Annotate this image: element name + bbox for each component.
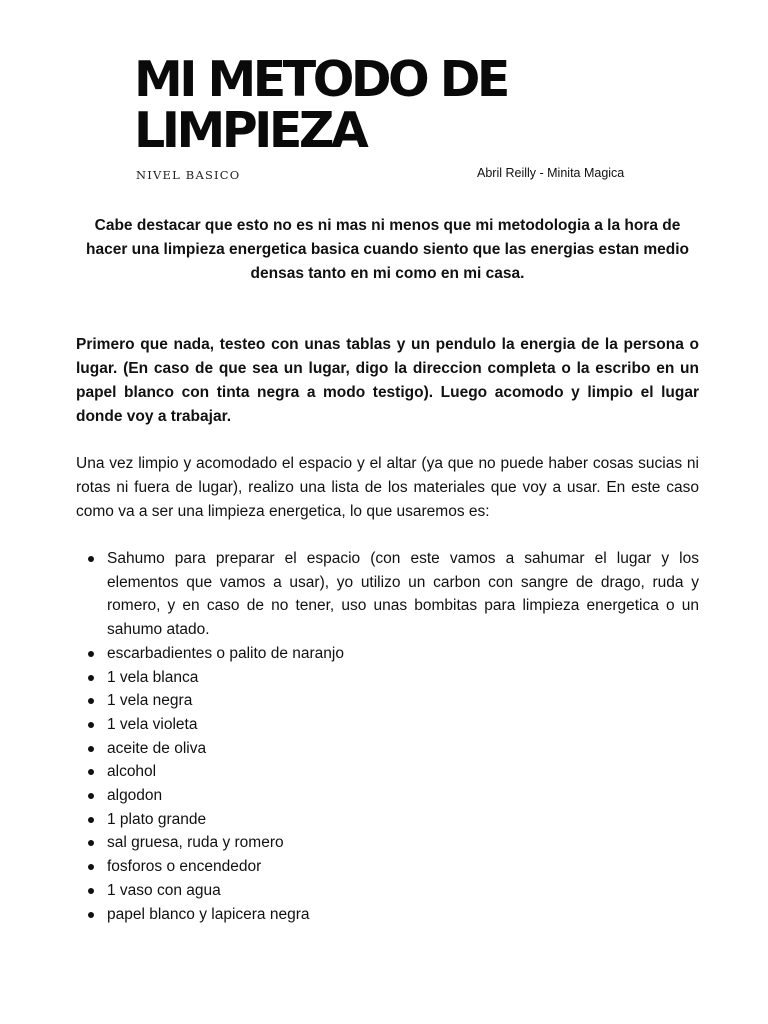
list-item [76,547,699,642]
bullet-icon [88,698,94,704]
list-item-text: aceite de oliva [107,739,207,757]
bullet-icon [88,722,94,728]
list-item [76,642,699,666]
page-title [134,51,654,159]
list-item [76,903,699,927]
title-line-1: MI METODO DE [134,51,507,108]
bold-paragraph: Primero que nada, testeo con unas tablas y un pendulo la energia de la persona o lugar. (En caso de que sea un lugar, digo la direccion completa o la escribo en un papel blanco con tinta negra a modo testigo). Luego acomodo y limpio el lugar donde voy a trabajar. [76,336,699,425]
list-item-text: 1 vela blanca [107,668,199,686]
bullet-icon [88,817,94,823]
list-item-text: sal gruesa, ruda y romero [107,834,284,852]
list-item [76,689,699,713]
list-item [76,666,699,690]
list-item-text: 1 vela violeta [107,715,198,733]
bullet-icon [88,888,94,894]
bullet-icon [88,746,94,752]
list-item [76,713,699,737]
bullet-icon [88,651,94,657]
list-item-text: fosforos o encendedor [107,858,262,876]
list-item-text: papel blanco y lapicera negra [107,905,310,923]
bullet-icon [88,769,94,775]
list-item-text: 1 vela negra [107,692,193,710]
list-item-text: algodon [107,787,163,805]
list-item-text: Sahumo para preparar el espacio (con este vamos a sahumar el lugar y los elementos que vamos a usar), yo utilizo un carbon con sangre de drago, ruda y romero, y en caso de no tener, uso unas bombitas para limpieza energetica o un sahumo atado. [107,550,699,639]
bullet-icon [88,556,94,562]
title-line-2: LIMPIEZA [134,102,366,159]
bullet-icon [88,864,94,870]
list-item [76,737,699,761]
list-item-text: 1 plato grande [107,810,207,828]
subtitle: NIVEL BASICO [136,168,241,182]
bullet-icon [88,793,94,799]
bullet-icon [88,912,94,918]
list-item [76,808,699,832]
list-item [76,784,699,808]
list-item [76,831,699,855]
materials-intro-paragraph: Una vez limpio y acomodado el espacio y el altar (ya que no puede haber cosas sucias ni rotas ni fuera de lugar), realizo una lista de los materiales que voy a usar. En este caso como va a ser una limpieza energetica, lo que usaremos es: [76,455,699,520]
list-item-text: 1 vaso con agua [107,881,221,899]
list-item-text: escarbadientes o palito de naranjo [107,644,344,662]
list-item-text: alcohol [107,763,157,781]
bullet-icon [88,675,94,681]
list-item [76,855,699,879]
author: Abril Reilly - Minita Magica [477,166,625,180]
list-item [76,760,699,784]
intro-paragraph: Cabe destacar que esto no es ni mas ni menos que mi metodologia a la hora de hacer una limpieza energetica basica cuando siento que las energias estan medio densas tanto en mi como en mi casa. [86,217,689,282]
list-item [76,879,699,903]
materials-list [76,547,699,926]
bullet-icon [88,840,94,846]
